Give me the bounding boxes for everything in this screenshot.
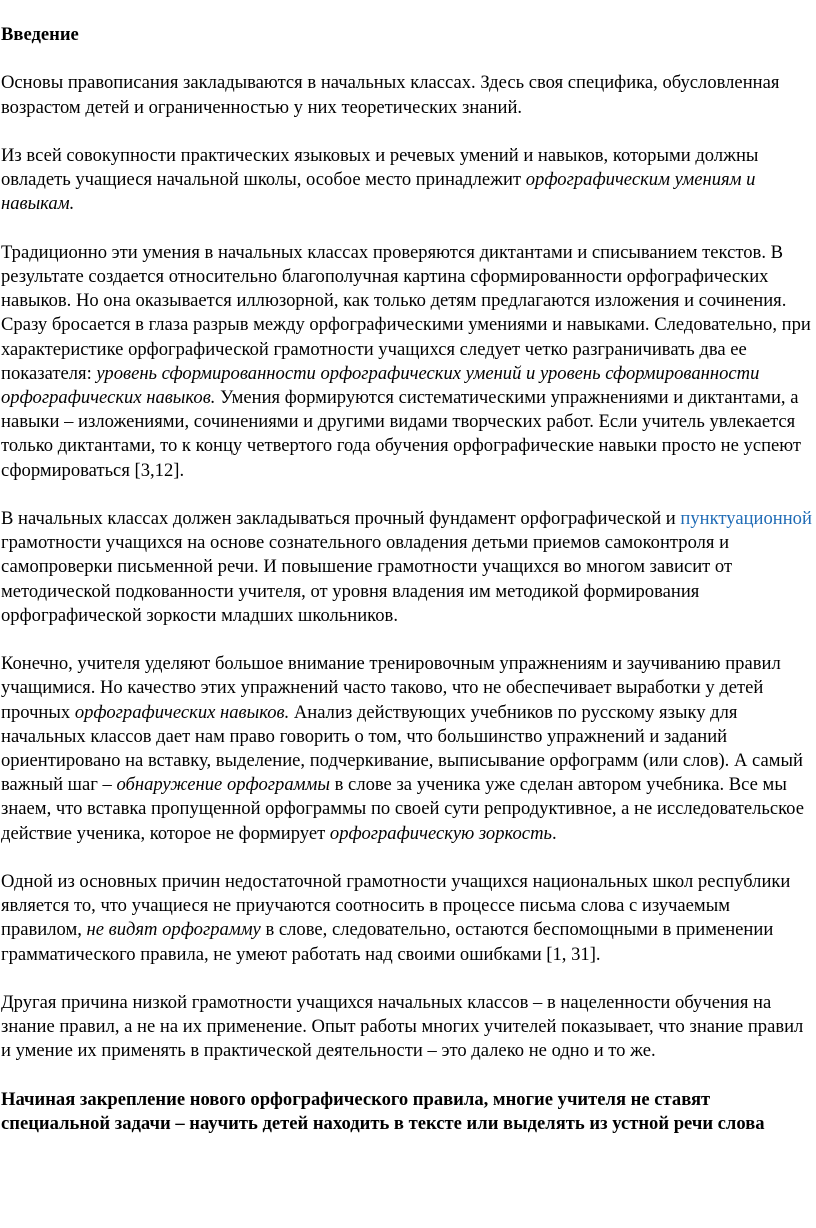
paragraph-5-emphasis-1: орфографических навыков. <box>74 701 290 723</box>
paragraph-2 <box>1 144 813 217</box>
punctuation-link[interactable]: пунктуационной <box>680 508 812 529</box>
paragraph-6-emphasis: не видят орфограмму <box>86 919 261 941</box>
paragraph-5-emphasis-2: обнаружение орфограммы <box>116 774 330 796</box>
paragraph-5-text-1: Конечно, учителя уделяют большое внимание тренировочным упражнениям и заучиванию правил учащимися. Но качество этих упражнений часто таково, что не обеспечивает выработки у детей прочных <box>1 653 781 723</box>
paragraph-2-text: Из всей совокупности практических языковых и речевых умений и навыков, которыми должны овладеть учащиеся начальной школы, особое место принадлежит <box>1 144 759 191</box>
paragraph-6 <box>1 870 813 967</box>
paragraph-3 <box>1 241 813 483</box>
document-body <box>1 23 813 1160</box>
paragraph-3-text-2: Умения формируются систематическими упражнениями и диктантами, а навыки – изложениями, сочинениями и другими видами творческих работ. Если учитель увлекается только диктантами, то к концу четвертого года обучения орфографические навыки просто не успеют сформироваться [3,12]. <box>1 387 802 481</box>
paragraph-4-text-1: В начальных классах должен закладываться прочный фундамент орфографической и <box>1 508 681 529</box>
paragraph-3-emphasis: уровень сформированности орфографических умений и уровень сформированности орфографических навыков. <box>1 362 760 408</box>
paragraph-6-text-1: Одной из основных причин недостаточной грамотности учащихся национальных школ республики является то, что учащиеся не приучаются соотносить в процессе письма слова с изучаемым правилом, <box>1 871 791 941</box>
paragraph-2-emphasis: орфографическим умениям и навыкам. <box>1 169 756 215</box>
paragraph-5-text-2: Анализ действующих учебников по русскому языку для начальных классов дает нам право говорить о том, что большинство упражнений и заданий ориентировано на вставку, выделение, подчеркивание, выписывание орфограмм (или слов). А самый важный шаг – <box>1 701 803 796</box>
paragraph-8-bold: Начиная закрепление нового орфографического правила, многие учителя не ставят специальной задачи – научить детей находить в тексте или выделять из устной речи слова <box>1 1088 765 1135</box>
paragraph-4-text-2: грамотности учащихся на основе сознательного овладения детьми приемов самоконтроля и самопроверки письменной речи. И повышение грамотности учащихся во многом зависит от методической подкованности учителя, от уровня владения им методикой формирования орфографической зоркости младших школьников. <box>1 532 733 626</box>
paragraph-5-emphasis-3: орфографическую зоркость <box>329 822 552 844</box>
section-heading: Введение <box>1 24 79 45</box>
paragraph-7: Другая причина низкой грамотности учащихся начальных классов – в нацеленности обучения на знание правил, а не на их применение. Опыт работы многих учителей показывает, что знание правил и умение их применять в практической деятельности – это далеко не одно и то же. <box>1 992 804 1062</box>
paragraph-5-text-3: в слове за ученика уже сделан автором учебника. Все мы знаем, что вставка пропущенной орфограммы по своей сути репродуктивное, а не исследовательское действие ученика, которое не формирует <box>1 774 804 844</box>
paragraph-3-text-1: Традиционно эти умения в начальных классах проверяются диктантами и списыванием текстов. В результате создается относительно благополучная картина сформированности орфографических навыков. Но она оказывается иллюзорной, как только детям предлагаются изложения и сочинения. Сразу бросается в глаза разрыв между орфографическими умениями и навыками. Следовательно, при характеристике орфографической грамотности учащихся следует четко разграничивать два ее показателя: <box>1 241 811 384</box>
paragraph-4 <box>1 507 813 628</box>
paragraph-5 <box>1 652 813 846</box>
paragraph-6-text-2: в слове, следовательно, остаются беспомощными в применении грамматического правила, не умеют работать над своими ошибками [1, 31]. <box>1 919 774 965</box>
paragraph-5-text-4: . <box>551 822 557 844</box>
paragraph-1: Основы правописания закладываются в начальных классах. Здесь своя специфика, обусловленная возрастом детей и ограниченностью у них теоретических знаний. <box>1 72 780 118</box>
